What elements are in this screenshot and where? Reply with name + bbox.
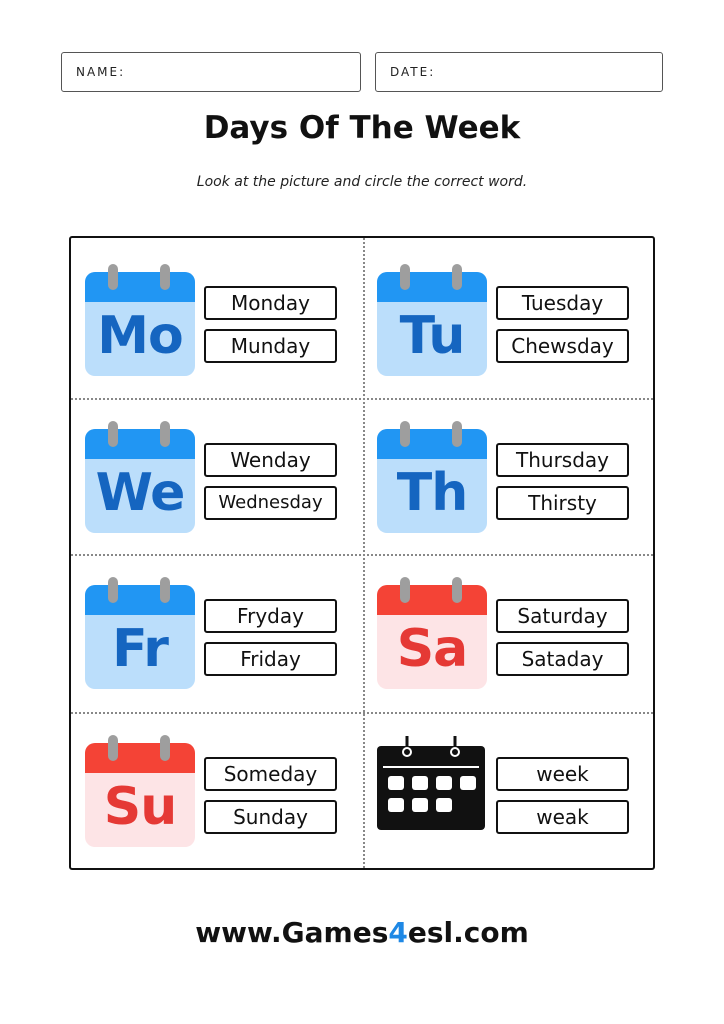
word-option[interactable]: Munday	[204, 329, 337, 363]
url-suffix: esl.com	[407, 916, 529, 949]
card-sunday	[71, 709, 361, 865]
word-option[interactable]: Wenday	[204, 443, 337, 477]
card-tuesday	[363, 238, 653, 394]
word-option[interactable]: Tuesday	[496, 286, 629, 320]
day-abbreviation: Mo	[97, 306, 183, 366]
card-monday	[71, 238, 361, 394]
word-option[interactable]: Monday	[204, 286, 337, 320]
calendar-icon	[85, 272, 195, 376]
word-option[interactable]: Thursday	[496, 443, 629, 477]
day-abbreviation: Tu	[399, 306, 465, 366]
day-abbreviation: Sa	[396, 619, 468, 679]
website-url[interactable]	[0, 916, 724, 949]
day-abbreviation: Th	[396, 463, 468, 523]
date-field[interactable]	[375, 52, 663, 92]
weekly-calendar-icon	[376, 736, 486, 832]
url-accent: 4	[388, 916, 408, 949]
name-label: NAME:	[76, 65, 126, 79]
page-title: Days Of The Week	[203, 110, 521, 146]
card-friday	[71, 551, 361, 707]
card-thursday	[363, 395, 653, 551]
word-option[interactable]: Friday	[204, 642, 337, 676]
day-abbreviation: Fr	[112, 619, 168, 679]
calendar-icon	[377, 585, 487, 689]
date-label: DATE:	[390, 65, 436, 79]
day-abbreviation: Su	[103, 777, 177, 837]
day-abbreviation: We	[95, 463, 185, 523]
word-option[interactable]: Sunday	[204, 800, 337, 834]
instructions: Look at the picture and circle the correct word.	[196, 174, 528, 190]
name-field[interactable]	[61, 52, 361, 92]
word-option[interactable]: Someday	[204, 757, 337, 791]
exercise-grid	[69, 236, 655, 870]
word-option[interactable]: Saturday	[496, 599, 629, 633]
card-week	[363, 709, 653, 865]
calendar-icon	[377, 272, 487, 376]
card-saturday	[363, 551, 653, 707]
word-option[interactable]: Wednesday	[204, 486, 337, 520]
word-option[interactable]: week	[496, 757, 629, 791]
card-wednesday	[71, 395, 361, 551]
word-option[interactable]: weak	[496, 800, 629, 834]
word-option[interactable]: Fryday	[204, 599, 337, 633]
url-prefix: www.Games	[195, 916, 389, 949]
calendar-icon	[377, 429, 487, 533]
word-option[interactable]: Thirsty	[496, 486, 629, 520]
word-option[interactable]: Chewsday	[496, 329, 629, 363]
calendar-icon	[85, 585, 195, 689]
calendar-icon	[85, 743, 195, 847]
word-option[interactable]: Sataday	[496, 642, 629, 676]
calendar-icon	[85, 429, 195, 533]
